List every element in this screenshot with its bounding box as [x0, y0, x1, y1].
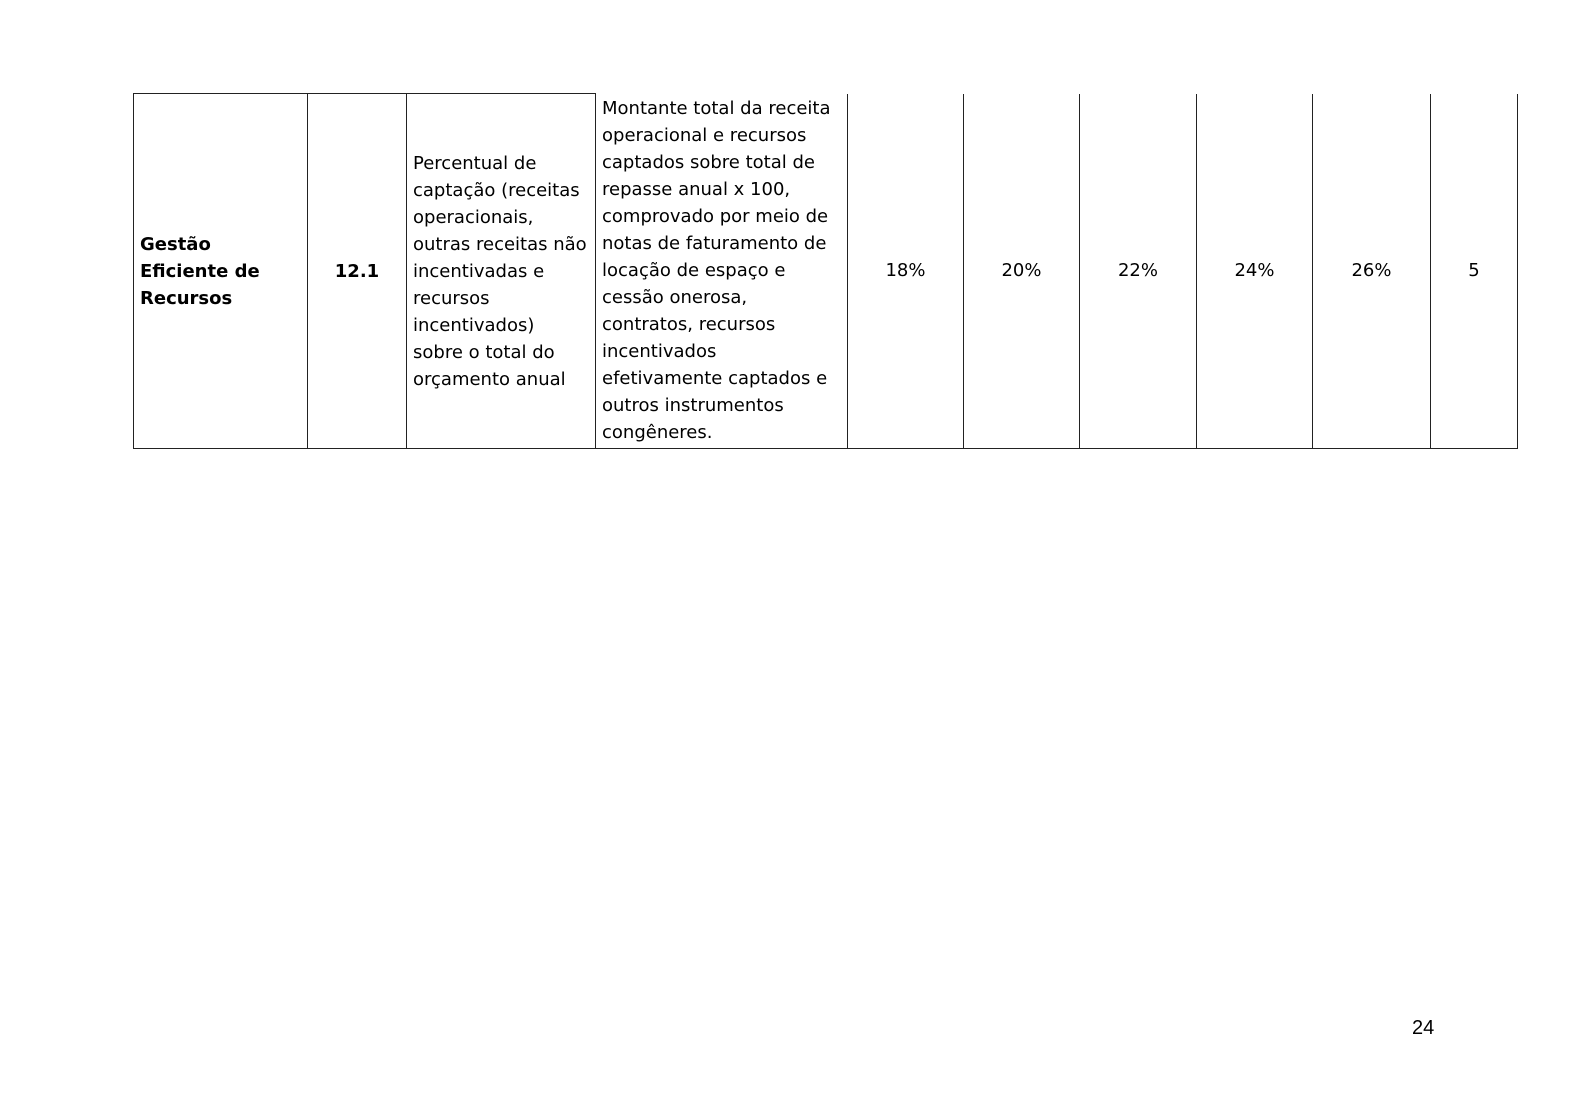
table-row [134, 94, 1518, 449]
indicator-number-cell: 12.1 [308, 94, 407, 449]
area-cell: Gestão Eficiente de Recursos [134, 94, 308, 449]
target-cell-2: 20% [964, 94, 1080, 449]
weight-cell: 5 [1431, 94, 1518, 449]
indicator-description-cell [407, 94, 596, 449]
target-cell-4: 24% [1197, 94, 1313, 449]
formula-text: Montante total da receita operacional e recursos captados sobre total de repasse anual x 100, comprovado por meio de notas de faturamento de locação de espaço e cessão onerosa, contratos, recursos incentivados efetivamente captados e outros instrumentos congêneres. [602, 98, 831, 444]
formula-cell [596, 94, 848, 449]
indicator-description-text: Percentual de captação (receitas operacionais, outras receitas não incentivadas e recursos incentivados) sobre o total do orçamento anual [413, 152, 587, 390]
target-cell-5: 26% [1313, 94, 1431, 449]
target-cell-3: 22% [1080, 94, 1197, 449]
target-cell-1: 18% [848, 94, 964, 449]
indicator-table [133, 93, 1518, 449]
page-number: 24 [1412, 1017, 1435, 1039]
